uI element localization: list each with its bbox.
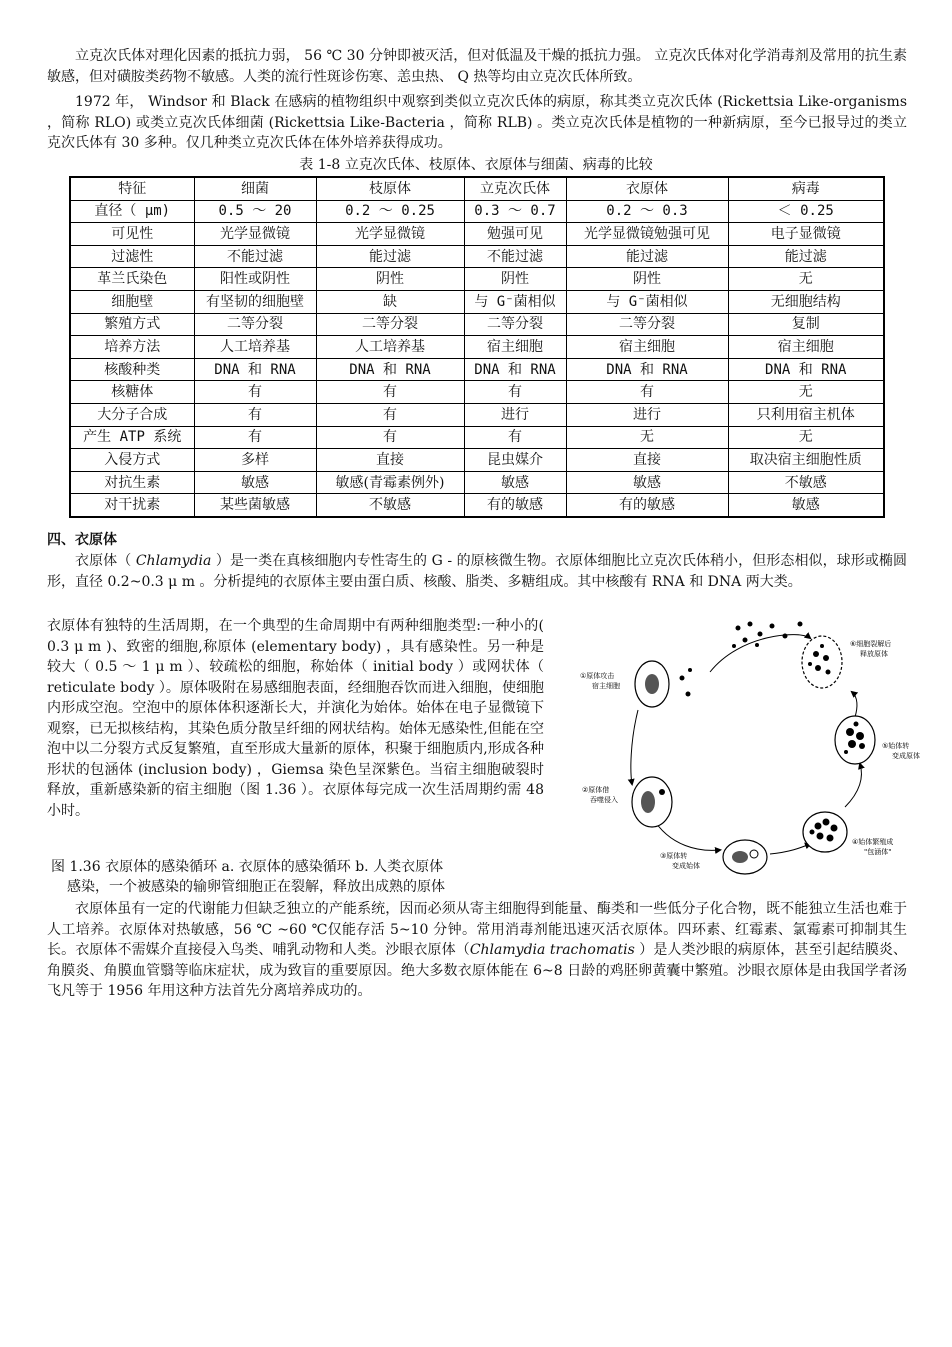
table-cell: 无	[728, 426, 884, 449]
figure-caption	[47, 857, 544, 897]
table-row	[70, 245, 884, 268]
label-stage-5a: ⑤始体转	[882, 742, 910, 750]
table-cell: 能过滤	[728, 245, 884, 268]
table-cell: 二等分裂	[316, 313, 464, 336]
table-cell: 宿主细胞	[464, 336, 566, 359]
table-cell: 无细胞结构	[728, 290, 884, 313]
table-cell: 进行	[464, 403, 566, 426]
table-cell: 二等分裂	[464, 313, 566, 336]
label-stage-6a: ⑥细胞裂解后	[850, 640, 892, 648]
table-cell: 宿主细胞	[728, 336, 884, 359]
table-cell: 有	[316, 381, 464, 404]
table-cell: 不能过滤	[194, 245, 316, 268]
table-row	[70, 449, 884, 472]
table-cell: 有的敏感	[566, 494, 728, 517]
table-caption: 表 1-8 立克次氏体、枝原体、衣原体与细菌、病毒的比较	[299, 157, 653, 173]
table-header-cell: 立克次氏体	[464, 177, 566, 200]
table-row	[70, 494, 884, 517]
table-cell: 0.3 ～ 0.7	[464, 200, 566, 223]
table-cell: 进行	[566, 403, 728, 426]
table-cell: 复制	[728, 313, 884, 336]
table-cell: 能过滤	[566, 245, 728, 268]
table-row	[70, 358, 884, 381]
table-cell: ＜ 0.25	[728, 200, 884, 223]
table-cell: 有	[194, 403, 316, 426]
p1-genus-name: Chlamydia	[135, 553, 212, 569]
table-cell: 0.5 ～ 20	[194, 200, 316, 223]
label-stage-5b: 变成原体	[892, 752, 920, 760]
intro-paragraph-2: 1972 年， Windsor 和 Black 在感病的植物组织中观察到类似立克次氏体的病原，称其类立克次氏体 (Rickettsia Like-organisms ，简称 RLO) 或类立克次氏体细菌 (Rickettsia Like-Bacteria ，简称 RLB) 。类立克次氏体是植物的一种新病原，至今已报导过的类立克次氏体有 30 多种。仅几种类立克次氏体在体外培养获得成功。	[47, 94, 907, 151]
table-row	[70, 426, 884, 449]
intro-paragraph-1: 立克次氏体对理化因素的抵抗力弱， 56 ℃ 30 分钟即被灭活，但对低温及干燥的抵抗力强。 立克次氏体对化学消毒剂及常用的抗生素敏感，但对磺胺类药物不敏感。人类的流行性斑诊伤寒、恙虫热、 Q 热等均由立克次氏体所致。	[47, 48, 907, 85]
life-cycle-paragraph: 衣原体有独特的生活周期，在一个典型的生命周期中有两种细胞类型:一种小的( 0.3 μ m )、致密的细胞,称原体 (elementary body) ，具有感染性。另一种是较大（ 0.5 ～ 1 μ m ）、较疏松的细胞，称始体（ initial body ）或网状体（ reticulate body ）。原体吸附在易感细胞表面，经细胞吞饮而进入细胞，使细胞内形成空泡。空泡中的原体体积逐渐长大，并演化为始体。始体在电子显微镜下观察，已无拟核结构，其染色质分散呈纤细的网状结构。始体无感染性,但能在空泡中以二分裂方式反复繁殖，直至形成大量新的原体，积聚于细胞质内,形成各种形状的包涵体 (inclusion body) ，Giemsa 染色呈深紫色。当宿主细胞破裂时释放，重新感染新的宿主细胞（图 1.36 ）。衣原体每完成一次生活周期约需 48 小时。	[47, 618, 544, 819]
host-cell-stage-6	[802, 636, 842, 688]
table-cell: 光学显微镜	[194, 223, 316, 246]
table-cell: 入侵方式	[70, 449, 194, 472]
table-cell: 缺	[316, 290, 464, 313]
table-cell: 不敏感	[316, 494, 464, 517]
cycle-arrow-left	[631, 710, 638, 784]
label-stage-6b: 释放原体	[860, 650, 888, 658]
table-cell: 昆虫媒介	[464, 449, 566, 472]
table-cell: DNA 和 RNA	[464, 358, 566, 381]
table-cell: 产生 ATP 系统	[70, 426, 194, 449]
table-row	[70, 403, 884, 426]
cycle-arrow-bottom	[770, 844, 810, 854]
free-elementary-bodies	[680, 622, 803, 697]
table-cell: 光学显微镜勉强可见	[566, 223, 728, 246]
table-cell: 能过滤	[316, 245, 464, 268]
table-cell: 无	[566, 426, 728, 449]
table-cell: 人工培养基	[194, 336, 316, 359]
label-stage-2a: ②原体借	[582, 786, 610, 794]
table-cell: 敏感	[728, 494, 884, 517]
cycle-arrow-right	[845, 764, 861, 807]
table-cell: DNA 和 RNA	[316, 358, 464, 381]
comparison-table-body	[70, 177, 884, 517]
table-row	[70, 336, 884, 359]
table-cell: 可见性	[70, 223, 194, 246]
table-cell: 有的敏感	[464, 494, 566, 517]
table-cell: 宿主细胞	[566, 336, 728, 359]
table-row	[70, 268, 884, 291]
table-cell: 繁殖方式	[70, 313, 194, 336]
table-cell: 0.2 ～ 0.25	[316, 200, 464, 223]
table-row	[70, 290, 884, 313]
table-cell: 细胞壁	[70, 290, 194, 313]
table-cell: 与 G⁻菌相似	[566, 290, 728, 313]
table-cell: 有	[464, 381, 566, 404]
table-cell: 有	[194, 426, 316, 449]
table-header-cell: 病毒	[728, 177, 884, 200]
table-cell: 阴性	[464, 268, 566, 291]
table-cell: 核酸种类	[70, 358, 194, 381]
table-cell: 与 G⁻菌相似	[464, 290, 566, 313]
table-cell: 阳性或阴性	[194, 268, 316, 291]
table-cell: 0.2 ～ 0.3	[566, 200, 728, 223]
label-stage-3a: ③原体转	[660, 852, 688, 860]
table-cell: 敏感	[464, 471, 566, 494]
chlamydia-life-cycle-figure	[560, 612, 940, 876]
table-cell: 革兰氏染色	[70, 268, 194, 291]
table-cell: 敏感(青霉素例外)	[316, 471, 464, 494]
table-cell: 有	[194, 381, 316, 404]
table-cell: 直接	[566, 449, 728, 472]
table-cell: 敏感	[566, 471, 728, 494]
section-paragraph-3	[47, 899, 907, 1002]
table-cell: 只利用宿主机体	[728, 403, 884, 426]
section-heading: 四、衣原体	[47, 532, 117, 548]
table-cell: 直径（ μm)	[70, 200, 194, 223]
table-header-cell: 枝原体	[316, 177, 464, 200]
cycle-arrow-top	[710, 635, 810, 672]
table-cell: 有	[316, 426, 464, 449]
table-row	[70, 223, 884, 246]
table-cell: 取决宿主细胞性质	[728, 449, 884, 472]
table-cell: 某些菌敏感	[194, 494, 316, 517]
comparison-table	[69, 176, 885, 518]
table-header-cell: 衣原体	[566, 177, 728, 200]
p1-text-before: 衣原体（	[75, 553, 136, 569]
table-cell: 敏感	[194, 471, 316, 494]
table-cell: 无	[728, 268, 884, 291]
table-cell: 过滤性	[70, 245, 194, 268]
table-cell: 直接	[316, 449, 464, 472]
section-paragraph-1	[47, 551, 907, 592]
figure-caption-line-1: 图 1.36 衣原体的感染循环 a. 衣原体的感染循环 b. 人类衣原体	[51, 859, 444, 875]
table-cell: 对干扰素	[70, 494, 194, 517]
table-cell: 多样	[194, 449, 316, 472]
table-header-cell: 特征	[70, 177, 194, 200]
label-stage-2b: 吞噬侵入	[590, 796, 618, 804]
p3-text-after: ）是人类沙眼的病原体，甚至引起结膜炎、角膜炎、角膜血管翳等临床症状，成为致盲的重要原因。绝大多数衣原体能在 6~8 日龄的鸡胚卵黄囊中繁殖。沙眼衣原体是由我国学者汤飞凡等于 1956 年用这种方法首先分离培养成功的。	[47, 942, 908, 999]
table-cell: 大分子合成	[70, 403, 194, 426]
table-row	[70, 200, 884, 223]
p1-text-after: ）是一类在真核细胞内专性寄生的 G - 的原核微生物。衣原体细胞比立克次氏体稍小，但形态相似，球形或椭圆形，直径 0.2~0.3 μ m 。分析提纯的衣原体主要由蛋白质、核酸、脂类、多糖组成。其中核酸有 RNA 和 DNA 两大类。	[47, 553, 907, 590]
p3-species-name: Chlamydia trachomatis	[469, 942, 635, 958]
table-cell: 人工培养基	[316, 336, 464, 359]
table-cell: 阴性	[566, 268, 728, 291]
table-cell: 不能过滤	[464, 245, 566, 268]
label-stage-1a: ①原体攻击	[580, 672, 615, 680]
table-cell: 二等分裂	[194, 313, 316, 336]
table-cell: 二等分裂	[566, 313, 728, 336]
figure-caption-line-2: 感染，一个被感染的输卵管细胞正在裂解，释放出成熟的原体	[67, 879, 445, 895]
table-row	[70, 381, 884, 404]
table-cell: 有	[464, 426, 566, 449]
table-cell: 有	[566, 381, 728, 404]
table-cell: 无	[728, 381, 884, 404]
table-row	[70, 471, 884, 494]
table-cell: 有	[316, 403, 464, 426]
table-cell: DNA 和 RNA	[566, 358, 728, 381]
table-cell: 有坚韧的细胞壁	[194, 290, 316, 313]
table-header-row	[70, 177, 884, 200]
table-row	[70, 313, 884, 336]
label-stage-3b: 变成始体	[672, 862, 700, 870]
cycle-arrow-top-right	[852, 692, 857, 717]
table-cell: 核糖体	[70, 381, 194, 404]
table-cell: 不敏感	[728, 471, 884, 494]
table-cell: 电子显微镜	[728, 223, 884, 246]
table-cell: 勉强可见	[464, 223, 566, 246]
table-cell: 对抗生素	[70, 471, 194, 494]
table-cell: DNA 和 RNA	[728, 358, 884, 381]
label-stage-4a: ④始体繁殖成	[852, 838, 894, 846]
table-header-cell: 细菌	[194, 177, 316, 200]
table-cell: 阴性	[316, 268, 464, 291]
p3-text-before: 衣原体虽有一定的代谢能力但缺乏独立的产能系统，因而必须从寄主细胞得到能量、酶类和一些低分子化合物，既不能独立生活也难于人工培养。衣原体对热敏感，56 ℃ ~60 ℃仅能存活 5~10 分钟。常用消毒剂能迅速灭活衣原体。四环素、红霉素、氯霉素可抑制其生长。衣原体不需媒介直接侵入鸟类、哺乳动物和人类。沙眼衣原体（	[47, 901, 907, 958]
label-stage-1b: 宿主细胞	[592, 682, 620, 690]
label-stage-4b: "包涵体"	[864, 848, 892, 856]
table-cell: 培养方法	[70, 336, 194, 359]
table-cell: DNA 和 RNA	[194, 358, 316, 381]
table-cell: 光学显微镜	[316, 223, 464, 246]
